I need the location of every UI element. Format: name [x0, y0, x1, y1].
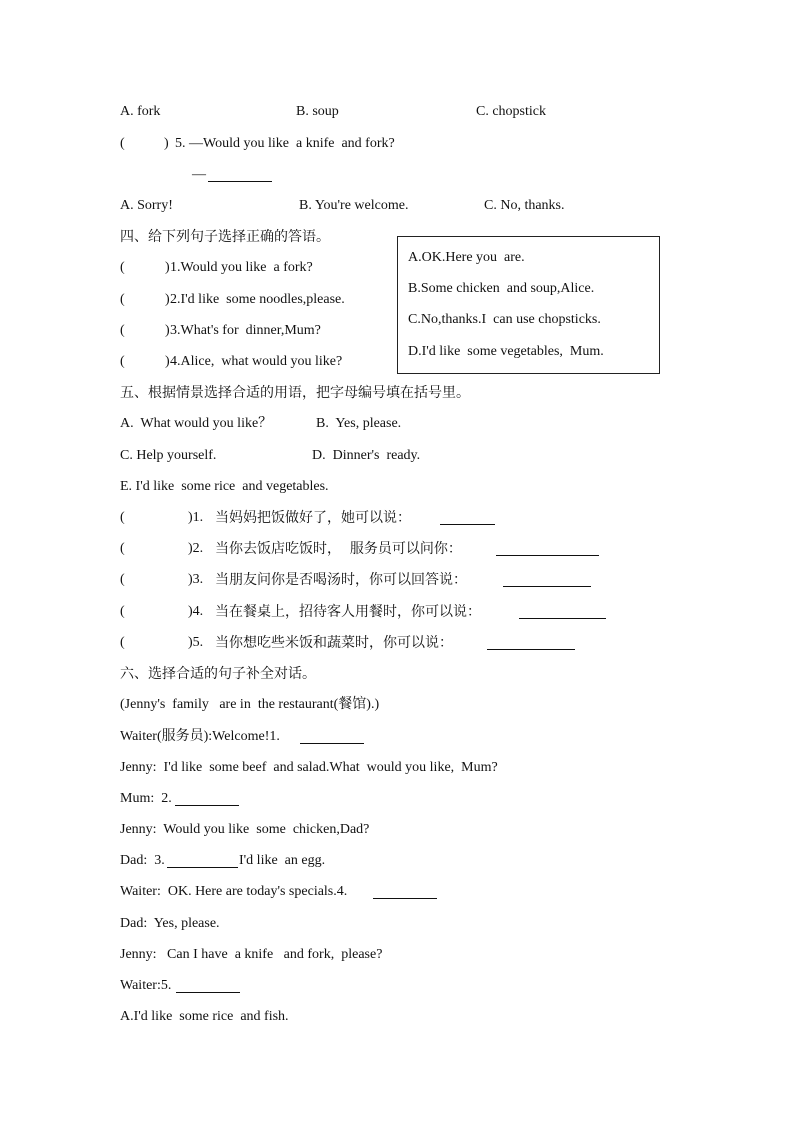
s5-option-e: E. I'd like some rice and vegetables. [120, 479, 329, 494]
s5-item5-blank[interactable] [487, 635, 575, 650]
dialog-blank-3[interactable] [167, 853, 238, 868]
s5-item2-text: 当你去饭店吃饭时， 服务员可以问你： [215, 541, 462, 557]
s4-item1-text: 1.Would you like a fork? [170, 260, 313, 275]
dialog-line-jenny-1: Jenny: I'd like some beef and salad.What would you like, Mum? [120, 760, 498, 775]
s5-item5-text: 当你想吃些米饭和蔬菜时，你可以说： [215, 635, 453, 651]
q4-option-b: B. soup [296, 104, 339, 119]
s5-item4-text: 当在餐桌上，招待客人用餐时，你可以说： [215, 604, 481, 620]
section6-heading: 六、选择合适的句子补全对话。 [120, 666, 316, 682]
s4-item3-text: 3.What's for dinner,Mum? [170, 323, 321, 338]
dialog-line-mum: Mum: 2. [120, 791, 172, 806]
s4-item1-close: ) [165, 260, 170, 275]
q5-option-c: C. No, thanks. [484, 198, 565, 213]
s5-item5-paren: ( [120, 635, 125, 650]
section4-heading: 四、给下列句子选择正确的答语。 [120, 229, 330, 245]
box-option-d: D.I'd like some vegetables, Mum. [408, 344, 604, 359]
s5-item5-num: )5. [188, 635, 204, 650]
s4-item4-text: 4.Alice, what would you like? [170, 354, 343, 369]
dialog-line-waiter-2: Waiter: OK. Here are today's specials.4. [120, 884, 348, 899]
s4-item1-paren: ( [120, 260, 125, 275]
s6-intro: (Jenny's family are in the restaurant(餐馆).) [120, 697, 380, 712]
s4-item4-close: ) [165, 354, 170, 369]
box-option-b: B.Some chicken and soup,Alice. [408, 281, 595, 296]
s4-item2-paren: ( [120, 292, 125, 307]
s5-option-b: B. Yes, please. [316, 416, 402, 431]
dialog-line-dad-1-after: I'd like an egg. [239, 853, 326, 868]
s5-item4-num: )4. [188, 604, 204, 619]
s5-item3-paren: ( [120, 572, 125, 587]
s5-item2-blank[interactable] [496, 541, 599, 556]
q5-option-b: B. You're welcome. [299, 198, 409, 213]
s5-item1-paren: ( [120, 510, 125, 525]
q5-paren-open: ( [120, 136, 125, 151]
dialog-line-waiter-1: Waiter(服务员):Welcome!1. [120, 729, 280, 744]
q4-option-c: C. chopstick [476, 104, 546, 119]
s4-item2-close: ) [165, 292, 170, 307]
s4-item4-paren: ( [120, 354, 125, 369]
s4-item3-paren: ( [120, 323, 125, 338]
dialog-line-dad-2: Dad: Yes, please. [120, 916, 220, 931]
dialog-blank-1[interactable] [300, 729, 364, 744]
s5-option-d: D. Dinner's ready. [312, 448, 421, 463]
box-option-c: C.No,thanks.I can use chopsticks. [408, 312, 601, 327]
q5-answer-dash: — [192, 167, 206, 182]
s5-item2-paren: ( [120, 541, 125, 556]
s5-item3-text: 当朋友问你是否喝汤时，你可以回答说： [215, 572, 467, 588]
s5-item4-blank[interactable] [519, 604, 606, 619]
dialog-blank-2[interactable] [175, 791, 239, 806]
s5-item3-blank[interactable] [503, 572, 591, 587]
q5-question: 5. —Would you like a knife and fork? [175, 136, 395, 151]
s5-item3-num: )3. [188, 572, 204, 587]
s5-item1-num: )1. [188, 510, 204, 525]
dialog-blank-5[interactable] [176, 978, 240, 993]
s5-item2-num: )2. [188, 541, 204, 556]
dialog-line-waiter-3: Waiter:5. [120, 978, 172, 993]
s5-item1-blank[interactable] [440, 510, 495, 525]
dialog-line-jenny-2: Jenny: Would you like some chicken,Dad? [120, 822, 370, 837]
s5-option-a: A. What would you like？ [120, 416, 273, 431]
q5-option-a: A. Sorry! [120, 198, 173, 213]
s5-item1-text: 当妈妈把饭做好了，她可以说： [215, 510, 411, 526]
q5-paren-close: ) [164, 136, 169, 151]
dialog-blank-4[interactable] [373, 884, 437, 899]
answer-options-box [397, 236, 660, 374]
dialog-line-dad-1: Dad: 3. [120, 853, 165, 868]
q5-answer-blank[interactable] [208, 167, 272, 182]
s4-item3-close: ) [165, 323, 170, 338]
section5-heading: 五、根据情景选择合适的用语，把字母编号填在括号里。 [120, 385, 470, 401]
s5-option-c: C. Help yourself. [120, 448, 217, 463]
q4-option-a: A. fork [120, 104, 161, 119]
box-option-a: A.OK.Here you are. [408, 250, 525, 265]
s4-item2-text: 2.I'd like some noodles,please. [170, 292, 345, 307]
dialog-option-a: A.I'd like some rice and fish. [120, 1009, 289, 1024]
dialog-line-jenny-3: Jenny: Can I have a knife and fork, please? [120, 947, 383, 962]
s5-item4-paren: ( [120, 604, 125, 619]
